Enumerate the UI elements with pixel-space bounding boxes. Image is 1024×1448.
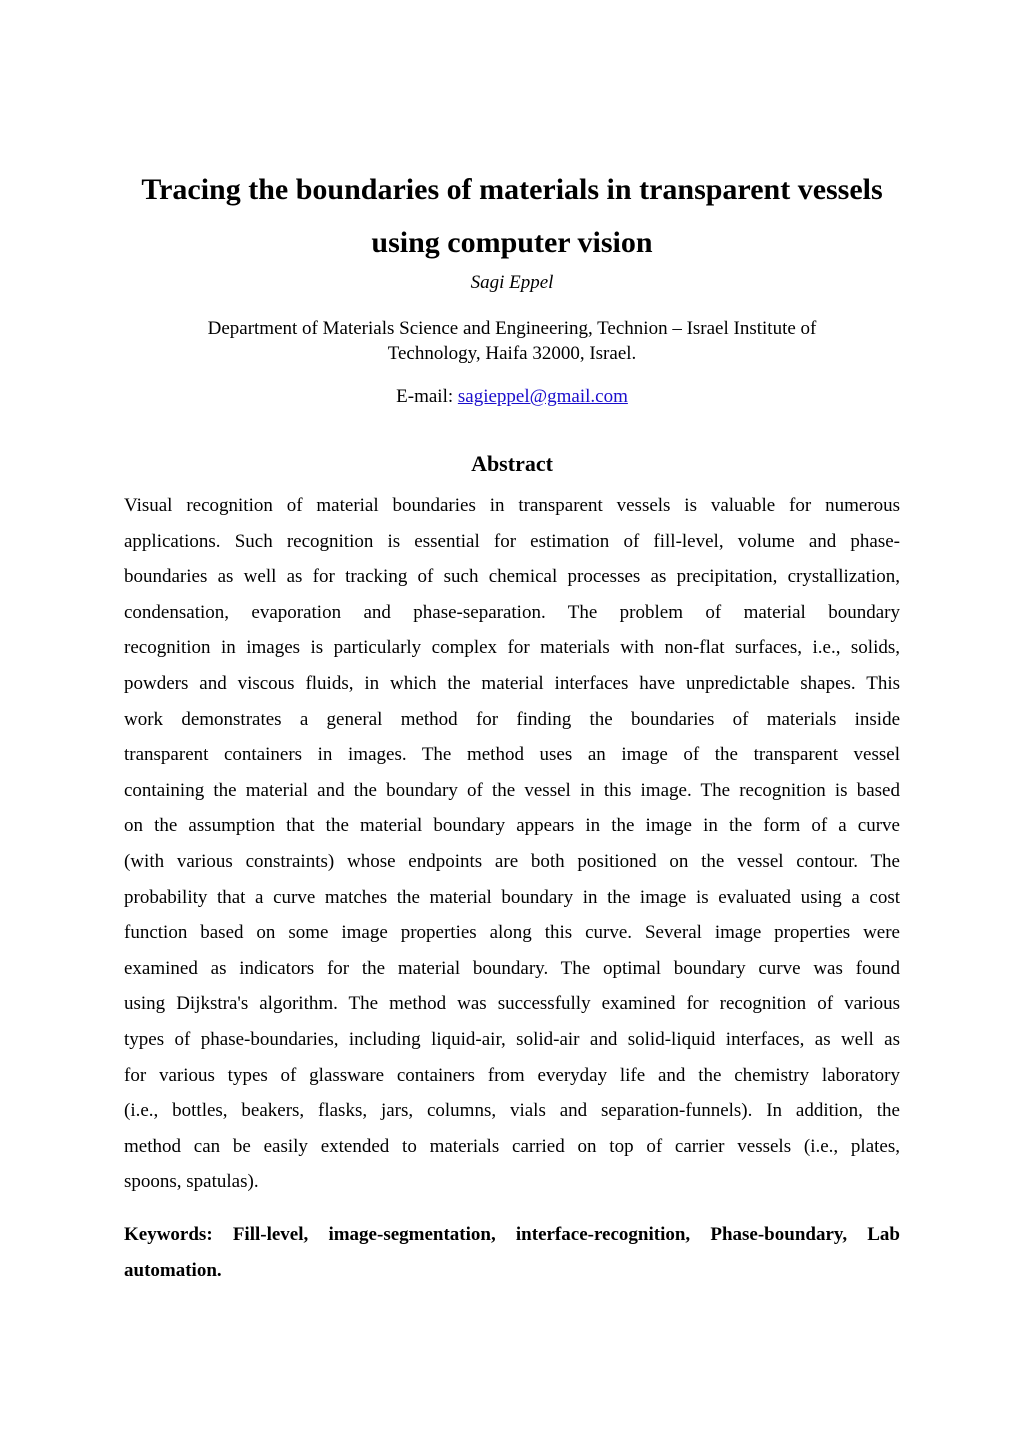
abstract-line: work demonstrates a general method for finding the boundaries of materials inside — [124, 708, 900, 730]
abstract-line: (i.e., bottles, beakers, flasks, jars, columns, vials and separation-funnels). In addition, the — [124, 1100, 900, 1122]
abstract-line: applications. Such recognition is essential for estimation of fill-level, volume and phase- — [124, 530, 900, 552]
paper-title — [100, 163, 924, 269]
abstract-line: transparent containers in images. The method uses an image of the transparent vessel — [124, 744, 900, 766]
abstract-line: for various types of glassware containers from everyday life and the chemistry laboratory — [124, 1064, 900, 1086]
keywords — [124, 1217, 900, 1289]
abstract-line: powders and viscous fluids, in which the material interfaces have unpredictable shapes. This — [124, 672, 900, 694]
abstract-line: Visual recognition of material boundaries in transparent vessels is valuable for numerous — [124, 495, 900, 516]
abstract-line: probability that a curve matches the material boundary in the image is evaluated using a cost — [124, 886, 900, 908]
abstract-line: boundaries as well as for tracking of such chemical processes as precipitation, crystallization, — [124, 566, 900, 588]
email-link[interactable]: sagieppel@gmail.com — [457, 386, 628, 407]
abstract-line: (with various constraints) whose endpoints are both positioned on the vessel contour. The — [124, 850, 900, 872]
abstract-line: condensation, evaporation and phase-separation. The problem of material boundary — [124, 601, 900, 623]
keywords-line-1: Keywords: Fill-level, image-segmentation, interface-recognition, Phase-boundary, Lab — [124, 1224, 900, 1245]
abstract-line: recognition in images is particularly complex for materials with non-flat surfaces, i.e., solids, — [124, 637, 900, 659]
abstract-line: examined as indicators for the material boundary. The optimal boundary curve was found — [124, 957, 900, 979]
abstract-line: using Dijkstra's algorithm. The method was successfully examined for recognition of various — [124, 993, 900, 1015]
abstract-body — [124, 488, 900, 1200]
abstract-line: containing the material and the boundary of the vessel in this image. The recognition is based — [124, 779, 900, 801]
affiliation-line-2: Technology, Haifa 32000, Israel. — [387, 343, 637, 364]
author-name: Sagi Eppel — [470, 272, 554, 293]
abstract-line: types of phase-boundaries, including liquid-air, solid-air and solid-liquid interfaces, as well as — [124, 1028, 900, 1050]
abstract-line: on the assumption that the material boundary appears in the image in the form of a curve — [124, 815, 900, 837]
title-line-2: using computer vision — [371, 226, 653, 259]
author-affiliation — [140, 316, 884, 366]
affiliation-line-1: Department of Materials Science and Engineering, Technion – Israel Institute of — [207, 318, 817, 339]
email-line — [100, 385, 924, 409]
abstract-heading: Abstract — [471, 451, 553, 476]
keywords-line-2: automation. — [124, 1260, 222, 1281]
abstract-line: function based on some image properties along this curve. Several image properties were — [124, 922, 900, 944]
title-line-1: Tracing the boundaries of materials in transparent vessels — [141, 173, 883, 206]
abstract-line: spoons, spatulas). — [124, 1171, 259, 1193]
email-label: E-mail: — [396, 386, 458, 407]
abstract-line: method can be easily extended to materials carried on top of carrier vessels (i.e., plates, — [124, 1135, 900, 1157]
